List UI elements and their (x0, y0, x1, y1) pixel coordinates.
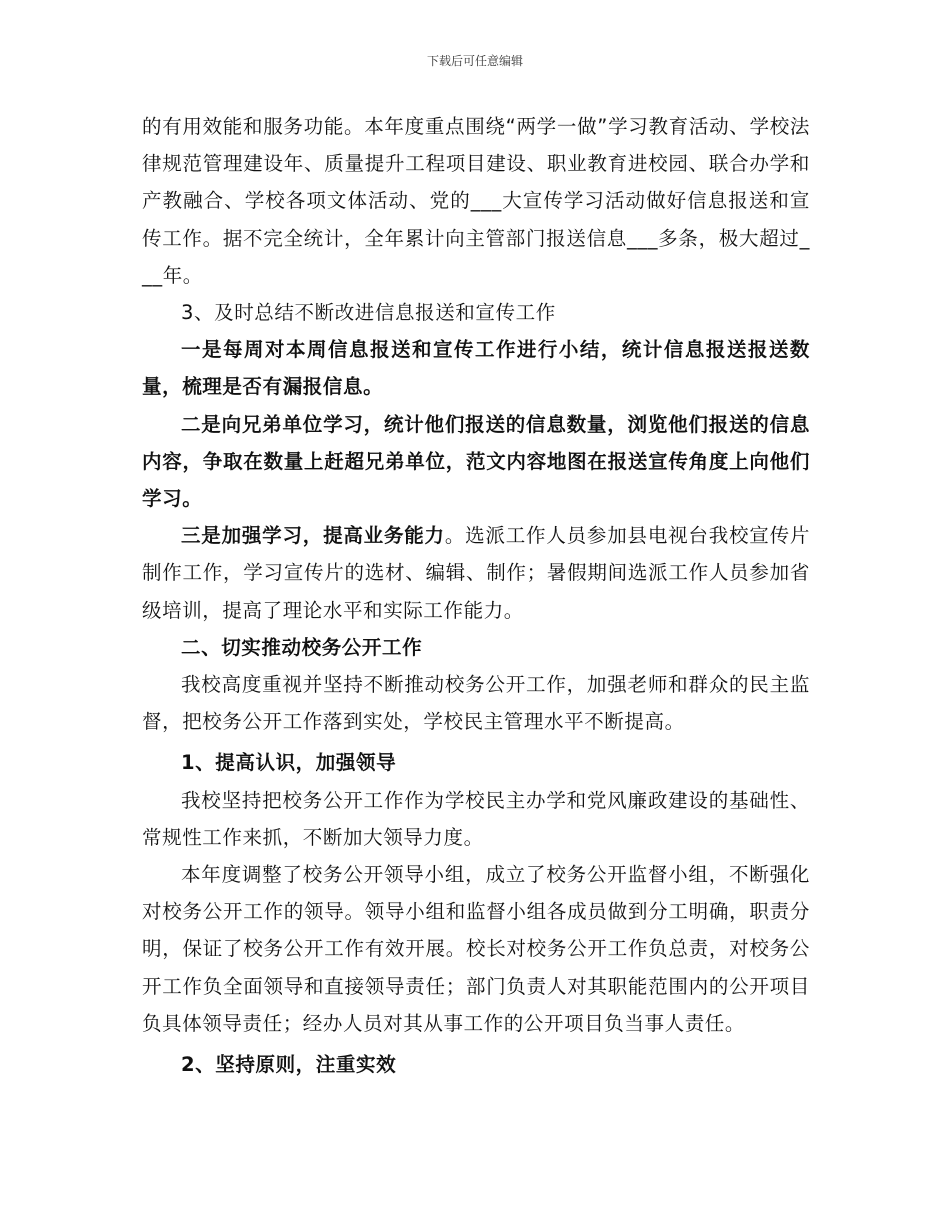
paragraph-point-two: 二是向兄弟单位学习，统计他们报送的信息数量，浏览他们报送的信息内容，争取在数量上赶超兄弟单位，范文内容地图在报送宣传角度上向他们学习。 (142, 412, 810, 511)
paragraph-groups: 本年度调整了校务公开领导小组，成立了校务公开监督小组，不断强化对校务公开工作的领导。领导小组和监督小组各成员做到分工明确，职责分明，保证了校务公开工作有效开展。校长对校务公开工作负总责，对校务公开工作负全面领导和直接领导责任；部门负责人对其职能范围内的公开项目负具体领导责任；经办人员对其从事工作的公开项目负当事人责任。 (142, 863, 810, 1035)
paragraph-point-one: 一是每周对本周信息报送和宣传工作进行小结，统计信息报送报送数量，梳理是否有漏报信息。 (142, 338, 810, 399)
paragraph-intro-continued: 的有用效能和服务功能。本年度重点围绕“两学一做”学习教育活动、学校法律规范管理建设年、质量提升工程项目建设、职业教育进校园、联合办学和产教融合、学校各项文体活动、党的___大宣传学习活动做好信息报送和宣传工作。据不完全统计，全年累计向主管部门报送信息___多条，极大超过___年。 (142, 115, 810, 287)
paragraph-point-three (142, 517, 810, 629)
paragraph-point-three-lead: 三是加强学习，提高业务能力 (181, 524, 445, 548)
section-heading-3: 3、及时总结不断改进信息报送和宣传工作 (181, 301, 556, 325)
subsection-heading-1: 1、提高认识，加强领导 (181, 751, 397, 775)
page-header: 下载后可任意编辑 (426, 54, 523, 68)
subsection-heading-2: 2、坚持原则，注重实效 (181, 1053, 397, 1077)
paragraph-leadership: 我校坚持把校务公开工作作为学校民主办学和党风廉政建设的基础性、常规性工作来抓，不断加大领导力度。 (142, 788, 810, 849)
section-heading-2-cn: 二、切实推动校务公开工作 (181, 635, 423, 659)
paragraph-transparency-intro: 我校高度重视并坚持不断推动校务公开工作，加强老师和群众的民主监督，把校务公开工作落到实处，学校民主管理水平不断提高。 (142, 673, 810, 734)
paragraph-point-three-body: 。选派工作人员参加县电视台我校宣传片制作工作，学习宣传片的选材、编辑、制作；暑假期间选派工作人员参加省级培训，提高了理论水平和实际工作能力。 (142, 524, 810, 622)
document-body (142, 108, 810, 1083)
